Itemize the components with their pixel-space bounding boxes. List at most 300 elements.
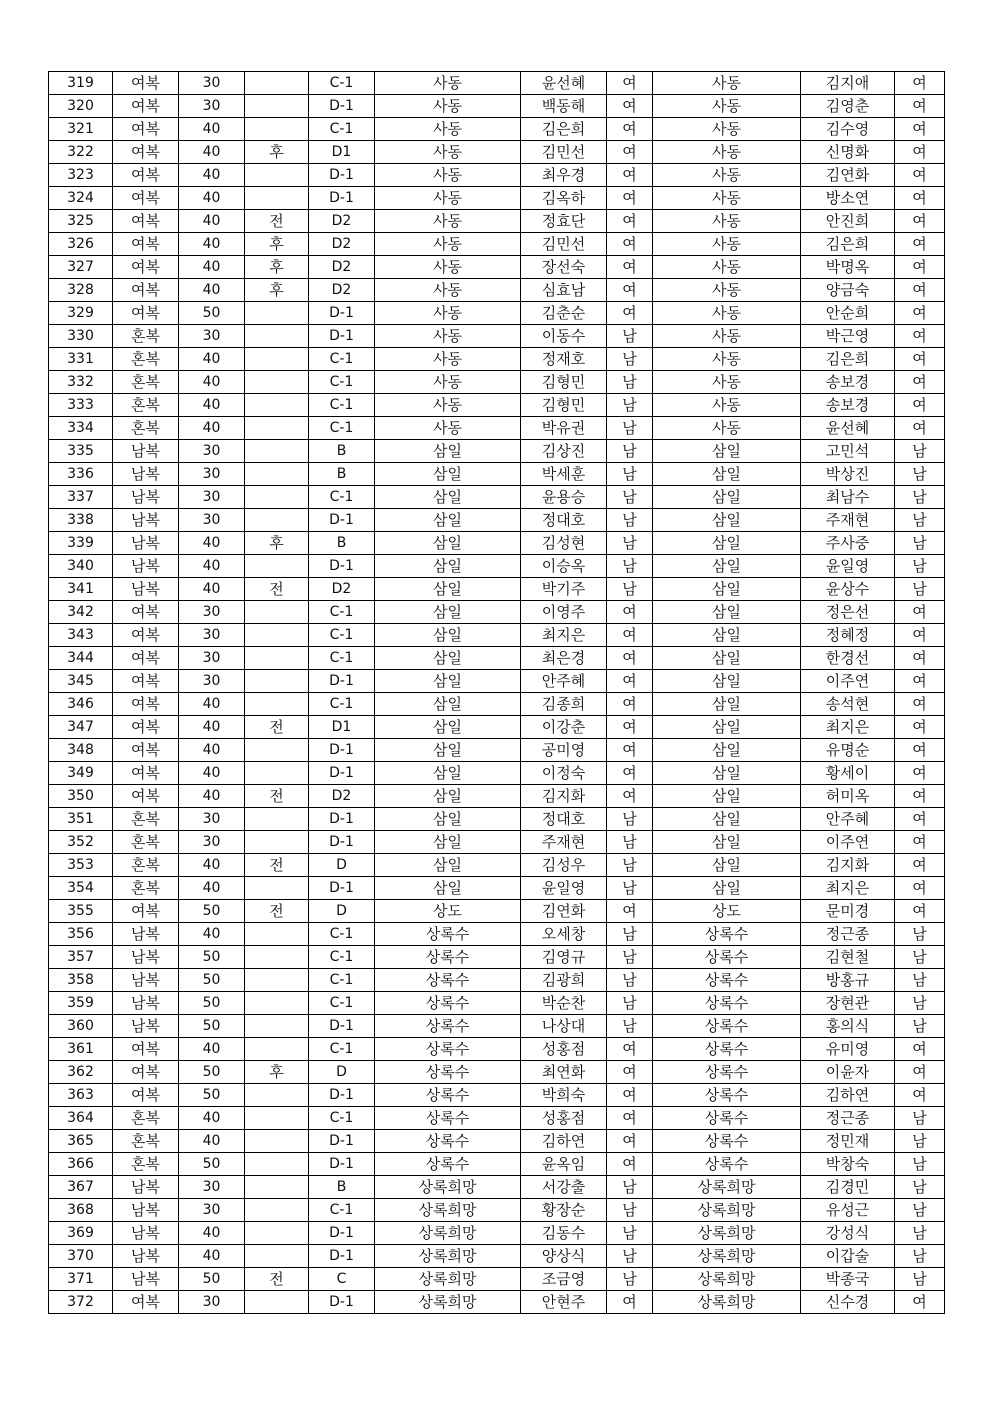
cell-gender-1: 남 xyxy=(607,1015,653,1038)
cell-age-group: 30 xyxy=(179,601,245,624)
cell-grade: D-1 xyxy=(309,877,375,900)
cell-age-group: 40 xyxy=(179,762,245,785)
cell-gender-2: 여 xyxy=(895,693,945,716)
cell-age-group: 40 xyxy=(179,1245,245,1268)
cell-player-1: 윤선혜 xyxy=(521,72,607,95)
cell-gender-2: 여 xyxy=(895,72,945,95)
cell-player-2: 송보경 xyxy=(801,394,895,417)
cell-club-2: 사동 xyxy=(653,164,801,187)
cell-gender-2: 남 xyxy=(895,1153,945,1176)
cell-age-group: 30 xyxy=(179,95,245,118)
cell-session xyxy=(245,1245,309,1268)
table-row xyxy=(49,670,945,693)
cell-age-group: 40 xyxy=(179,716,245,739)
cell-grade: B xyxy=(309,463,375,486)
cell-age-group: 50 xyxy=(179,1268,245,1291)
cell-gender-2: 남 xyxy=(895,1015,945,1038)
table-row xyxy=(49,969,945,992)
cell-event-type: 여복 xyxy=(113,739,179,762)
cell-session xyxy=(245,624,309,647)
cell-gender-2: 여 xyxy=(895,118,945,141)
cell-session xyxy=(245,394,309,417)
cell-event-type: 여복 xyxy=(113,647,179,670)
cell-gender-2: 여 xyxy=(895,647,945,670)
cell-gender-2: 여 xyxy=(895,785,945,808)
cell-event-type: 여복 xyxy=(113,279,179,302)
cell-club-2: 사동 xyxy=(653,325,801,348)
table-row xyxy=(49,1107,945,1130)
cell-gender-1: 남 xyxy=(607,486,653,509)
cell-event-type: 남복 xyxy=(113,1199,179,1222)
cell-club-1: 사동 xyxy=(375,394,521,417)
table-row xyxy=(49,1038,945,1061)
cell-club-2: 상록수 xyxy=(653,923,801,946)
cell-session: 후 xyxy=(245,1061,309,1084)
cell-row-number: 331 xyxy=(49,348,113,371)
cell-event-type: 여복 xyxy=(113,601,179,624)
cell-row-number: 334 xyxy=(49,417,113,440)
cell-gender-2: 여 xyxy=(895,187,945,210)
cell-player-1: 김형민 xyxy=(521,394,607,417)
cell-age-group: 40 xyxy=(179,348,245,371)
cell-player-1: 조금영 xyxy=(521,1268,607,1291)
cell-event-type: 여복 xyxy=(113,762,179,785)
cell-club-1: 상록수 xyxy=(375,992,521,1015)
cell-gender-2: 여 xyxy=(895,808,945,831)
cell-club-1: 상록희망 xyxy=(375,1245,521,1268)
cell-session xyxy=(245,601,309,624)
cell-row-number: 361 xyxy=(49,1038,113,1061)
cell-player-1: 최지은 xyxy=(521,624,607,647)
cell-gender-2: 남 xyxy=(895,440,945,463)
cell-row-number: 339 xyxy=(49,532,113,555)
cell-club-2: 상록수 xyxy=(653,1130,801,1153)
cell-gender-2: 남 xyxy=(895,532,945,555)
table-row xyxy=(49,371,945,394)
cell-club-2: 삼일 xyxy=(653,509,801,532)
cell-event-type: 남복 xyxy=(113,969,179,992)
cell-gender-1: 남 xyxy=(607,992,653,1015)
cell-grade: C-1 xyxy=(309,417,375,440)
cell-row-number: 348 xyxy=(49,739,113,762)
cell-row-number: 322 xyxy=(49,141,113,164)
cell-event-type: 여복 xyxy=(113,785,179,808)
cell-session xyxy=(245,808,309,831)
cell-club-1: 사동 xyxy=(375,348,521,371)
cell-club-2: 상록수 xyxy=(653,946,801,969)
cell-player-2: 문미경 xyxy=(801,900,895,923)
cell-player-2: 윤선혜 xyxy=(801,417,895,440)
cell-player-1: 나상대 xyxy=(521,1015,607,1038)
cell-club-2: 상록수 xyxy=(653,1153,801,1176)
cell-player-2: 유명순 xyxy=(801,739,895,762)
cell-club-2: 상록수 xyxy=(653,969,801,992)
cell-player-2: 한경선 xyxy=(801,647,895,670)
cell-event-type: 남복 xyxy=(113,486,179,509)
cell-grade: C-1 xyxy=(309,923,375,946)
cell-player-2: 정근종 xyxy=(801,1107,895,1130)
cell-player-1: 심효남 xyxy=(521,279,607,302)
cell-grade: C-1 xyxy=(309,72,375,95)
cell-club-1: 삼일 xyxy=(375,831,521,854)
cell-player-1: 최우경 xyxy=(521,164,607,187)
cell-grade: C-1 xyxy=(309,946,375,969)
cell-player-2: 이주연 xyxy=(801,670,895,693)
cell-age-group: 40 xyxy=(179,1222,245,1245)
cell-player-2: 송보경 xyxy=(801,371,895,394)
cell-session xyxy=(245,1222,309,1245)
table-row xyxy=(49,325,945,348)
cell-age-group: 40 xyxy=(179,210,245,233)
cell-row-number: 372 xyxy=(49,1291,113,1314)
cell-row-number: 349 xyxy=(49,762,113,785)
cell-gender-1: 남 xyxy=(607,463,653,486)
cell-gender-1: 여 xyxy=(607,1084,653,1107)
cell-gender-2: 남 xyxy=(895,463,945,486)
cell-gender-1: 여 xyxy=(607,187,653,210)
cell-player-1: 이정숙 xyxy=(521,762,607,785)
cell-grade: C-1 xyxy=(309,1038,375,1061)
cell-age-group: 40 xyxy=(179,256,245,279)
cell-row-number: 324 xyxy=(49,187,113,210)
cell-age-group: 50 xyxy=(179,900,245,923)
cell-gender-2: 남 xyxy=(895,1130,945,1153)
cell-club-1: 삼일 xyxy=(375,463,521,486)
cell-club-2: 삼일 xyxy=(653,716,801,739)
cell-gender-1: 여 xyxy=(607,1061,653,1084)
cell-age-group: 50 xyxy=(179,946,245,969)
cell-gender-1: 남 xyxy=(607,578,653,601)
cell-age-group: 40 xyxy=(179,187,245,210)
cell-gender-2: 여 xyxy=(895,762,945,785)
cell-gender-1: 여 xyxy=(607,762,653,785)
cell-player-2: 정은선 xyxy=(801,601,895,624)
cell-event-type: 혼복 xyxy=(113,854,179,877)
cell-row-number: 367 xyxy=(49,1176,113,1199)
cell-age-group: 40 xyxy=(179,555,245,578)
cell-player-1: 성홍점 xyxy=(521,1107,607,1130)
cell-age-group: 40 xyxy=(179,1107,245,1130)
cell-age-group: 50 xyxy=(179,1061,245,1084)
cell-row-number: 350 xyxy=(49,785,113,808)
cell-player-1: 김영규 xyxy=(521,946,607,969)
cell-event-type: 남복 xyxy=(113,440,179,463)
cell-gender-1: 여 xyxy=(607,624,653,647)
cell-club-1: 삼일 xyxy=(375,532,521,555)
cell-club-1: 사동 xyxy=(375,302,521,325)
cell-gender-1: 남 xyxy=(607,808,653,831)
cell-player-1: 성홍점 xyxy=(521,1038,607,1061)
cell-club-2: 상록수 xyxy=(653,1038,801,1061)
cell-age-group: 40 xyxy=(179,854,245,877)
cell-row-number: 342 xyxy=(49,601,113,624)
cell-row-number: 321 xyxy=(49,118,113,141)
cell-gender-2: 남 xyxy=(895,969,945,992)
cell-grade: D2 xyxy=(309,279,375,302)
cell-age-group: 40 xyxy=(179,164,245,187)
cell-club-1: 삼일 xyxy=(375,440,521,463)
cell-club-2: 삼일 xyxy=(653,647,801,670)
cell-grade: D-1 xyxy=(309,1084,375,1107)
cell-gender-2: 남 xyxy=(895,946,945,969)
cell-row-number: 327 xyxy=(49,256,113,279)
cell-gender-1: 여 xyxy=(607,118,653,141)
cell-grade: D-1 xyxy=(309,95,375,118)
cell-row-number: 325 xyxy=(49,210,113,233)
cell-session xyxy=(245,417,309,440)
cell-club-2: 삼일 xyxy=(653,463,801,486)
table-row xyxy=(49,463,945,486)
cell-row-number: 332 xyxy=(49,371,113,394)
cell-gender-2: 여 xyxy=(895,739,945,762)
table-row xyxy=(49,1130,945,1153)
cell-session: 후 xyxy=(245,256,309,279)
table-row xyxy=(49,348,945,371)
cell-gender-2: 여 xyxy=(895,670,945,693)
cell-age-group: 40 xyxy=(179,417,245,440)
cell-grade: D-1 xyxy=(309,1015,375,1038)
cell-club-2: 상도 xyxy=(653,900,801,923)
table-row xyxy=(49,785,945,808)
cell-club-1: 상록희망 xyxy=(375,1176,521,1199)
cell-player-1: 윤용승 xyxy=(521,486,607,509)
cell-row-number: 370 xyxy=(49,1245,113,1268)
cell-age-group: 30 xyxy=(179,647,245,670)
cell-event-type: 남복 xyxy=(113,992,179,1015)
cell-event-type: 남복 xyxy=(113,463,179,486)
cell-event-type: 여복 xyxy=(113,670,179,693)
cell-age-group: 40 xyxy=(179,877,245,900)
cell-event-type: 여복 xyxy=(113,716,179,739)
cell-grade: C-1 xyxy=(309,969,375,992)
cell-gender-1: 남 xyxy=(607,348,653,371)
cell-session xyxy=(245,187,309,210)
cell-player-1: 박유권 xyxy=(521,417,607,440)
cell-club-1: 사동 xyxy=(375,210,521,233)
cell-club-2: 상록희망 xyxy=(653,1222,801,1245)
cell-grade: C xyxy=(309,1268,375,1291)
cell-age-group: 30 xyxy=(179,831,245,854)
cell-gender-1: 여 xyxy=(607,693,653,716)
cell-row-number: 338 xyxy=(49,509,113,532)
cell-club-1: 삼일 xyxy=(375,854,521,877)
cell-event-type: 남복 xyxy=(113,1222,179,1245)
cell-session xyxy=(245,877,309,900)
cell-row-number: 335 xyxy=(49,440,113,463)
cell-session: 전 xyxy=(245,854,309,877)
cell-row-number: 344 xyxy=(49,647,113,670)
cell-gender-2: 여 xyxy=(895,279,945,302)
cell-gender-1: 남 xyxy=(607,854,653,877)
cell-club-2: 삼일 xyxy=(653,762,801,785)
cell-event-type: 남복 xyxy=(113,509,179,532)
cell-club-2: 사동 xyxy=(653,233,801,256)
cell-age-group: 50 xyxy=(179,1015,245,1038)
cell-grade: D1 xyxy=(309,141,375,164)
table-row xyxy=(49,486,945,509)
cell-event-type: 남복 xyxy=(113,1268,179,1291)
cell-player-2: 박종국 xyxy=(801,1268,895,1291)
cell-player-2: 허미옥 xyxy=(801,785,895,808)
cell-club-2: 사동 xyxy=(653,256,801,279)
cell-grade: D-1 xyxy=(309,762,375,785)
cell-club-1: 상록수 xyxy=(375,969,521,992)
cell-grade: C-1 xyxy=(309,624,375,647)
cell-grade: D1 xyxy=(309,716,375,739)
cell-session: 전 xyxy=(245,210,309,233)
cell-gender-2: 여 xyxy=(895,348,945,371)
cell-club-2: 상록수 xyxy=(653,1015,801,1038)
cell-age-group: 40 xyxy=(179,923,245,946)
cell-event-type: 여복 xyxy=(113,72,179,95)
cell-club-2: 사동 xyxy=(653,118,801,141)
cell-gender-1: 남 xyxy=(607,1222,653,1245)
cell-club-2: 사동 xyxy=(653,348,801,371)
cell-row-number: 345 xyxy=(49,670,113,693)
cell-player-2: 박창숙 xyxy=(801,1153,895,1176)
cell-row-number: 351 xyxy=(49,808,113,831)
cell-club-2: 상록수 xyxy=(653,1107,801,1130)
cell-player-1: 안주혜 xyxy=(521,670,607,693)
cell-player-2: 박명옥 xyxy=(801,256,895,279)
cell-session xyxy=(245,509,309,532)
cell-player-1: 윤옥임 xyxy=(521,1153,607,1176)
cell-gender-2: 남 xyxy=(895,1107,945,1130)
cell-row-number: 363 xyxy=(49,1084,113,1107)
cell-gender-1: 여 xyxy=(607,1130,653,1153)
cell-age-group: 50 xyxy=(179,1084,245,1107)
cell-club-1: 사동 xyxy=(375,371,521,394)
cell-grade: C-1 xyxy=(309,1199,375,1222)
cell-gender-2: 남 xyxy=(895,992,945,1015)
cell-player-2: 윤일영 xyxy=(801,555,895,578)
cell-club-1: 삼일 xyxy=(375,739,521,762)
cell-player-1: 정재호 xyxy=(521,348,607,371)
cell-row-number: 326 xyxy=(49,233,113,256)
cell-player-1: 이영주 xyxy=(521,601,607,624)
table-row xyxy=(49,946,945,969)
cell-row-number: 347 xyxy=(49,716,113,739)
cell-player-2: 장현관 xyxy=(801,992,895,1015)
cell-event-type: 혼복 xyxy=(113,1107,179,1130)
cell-club-2: 사동 xyxy=(653,371,801,394)
cell-event-type: 혼복 xyxy=(113,325,179,348)
cell-club-1: 사동 xyxy=(375,72,521,95)
cell-club-1: 사동 xyxy=(375,164,521,187)
cell-club-2: 사동 xyxy=(653,417,801,440)
table-row xyxy=(49,279,945,302)
cell-event-type: 여복 xyxy=(113,1038,179,1061)
cell-gender-1: 여 xyxy=(607,739,653,762)
cell-player-2: 황세이 xyxy=(801,762,895,785)
cell-gender-1: 여 xyxy=(607,900,653,923)
cell-gender-1: 여 xyxy=(607,1107,653,1130)
cell-gender-2: 여 xyxy=(895,877,945,900)
cell-player-2: 박근영 xyxy=(801,325,895,348)
cell-gender-2: 여 xyxy=(895,210,945,233)
table-row xyxy=(49,509,945,532)
cell-age-group: 50 xyxy=(179,969,245,992)
cell-player-2: 김지화 xyxy=(801,854,895,877)
cell-club-2: 상록희망 xyxy=(653,1268,801,1291)
cell-gender-1: 남 xyxy=(607,440,653,463)
cell-row-number: 368 xyxy=(49,1199,113,1222)
cell-row-number: 320 xyxy=(49,95,113,118)
cell-row-number: 336 xyxy=(49,463,113,486)
cell-club-2: 사동 xyxy=(653,187,801,210)
cell-gender-1: 여 xyxy=(607,1038,653,1061)
cell-club-1: 사동 xyxy=(375,187,521,210)
cell-player-1: 이승옥 xyxy=(521,555,607,578)
cell-age-group: 40 xyxy=(179,141,245,164)
cell-player-2: 신명화 xyxy=(801,141,895,164)
cell-session xyxy=(245,1130,309,1153)
cell-session xyxy=(245,923,309,946)
cell-gender-1: 남 xyxy=(607,877,653,900)
cell-grade: C-1 xyxy=(309,992,375,1015)
cell-event-type: 남복 xyxy=(113,1245,179,1268)
cell-gender-1: 여 xyxy=(607,256,653,279)
table-row xyxy=(49,923,945,946)
table-row xyxy=(49,210,945,233)
cell-grade: D-1 xyxy=(309,1291,375,1314)
cell-grade: D-1 xyxy=(309,1153,375,1176)
cell-club-2: 삼일 xyxy=(653,601,801,624)
cell-player-1: 김형민 xyxy=(521,371,607,394)
cell-grade: D-1 xyxy=(309,509,375,532)
cell-session xyxy=(245,348,309,371)
cell-player-2: 김은희 xyxy=(801,233,895,256)
cell-club-1: 상록수 xyxy=(375,1084,521,1107)
table-row xyxy=(49,992,945,1015)
cell-age-group: 40 xyxy=(179,532,245,555)
cell-club-1: 상록희망 xyxy=(375,1291,521,1314)
cell-grade: D-1 xyxy=(309,1222,375,1245)
table-row xyxy=(49,233,945,256)
cell-gender-2: 여 xyxy=(895,900,945,923)
cell-row-number: 354 xyxy=(49,877,113,900)
cell-player-2: 방소연 xyxy=(801,187,895,210)
cell-player-2: 이윤자 xyxy=(801,1061,895,1084)
cell-player-2: 주사중 xyxy=(801,532,895,555)
cell-club-1: 상록희망 xyxy=(375,1199,521,1222)
cell-club-1: 삼일 xyxy=(375,785,521,808)
cell-club-1: 사동 xyxy=(375,256,521,279)
cell-session xyxy=(245,1199,309,1222)
cell-grade: C-1 xyxy=(309,647,375,670)
cell-session: 전 xyxy=(245,785,309,808)
cell-session xyxy=(245,739,309,762)
cell-row-number: 369 xyxy=(49,1222,113,1245)
cell-player-2: 주재현 xyxy=(801,509,895,532)
cell-gender-2: 남 xyxy=(895,1245,945,1268)
cell-gender-1: 남 xyxy=(607,509,653,532)
cell-player-1: 김동수 xyxy=(521,1222,607,1245)
table-row xyxy=(49,72,945,95)
cell-player-1: 김광희 xyxy=(521,969,607,992)
cell-club-2: 상록희망 xyxy=(653,1176,801,1199)
cell-row-number: 362 xyxy=(49,1061,113,1084)
cell-grade: C-1 xyxy=(309,394,375,417)
cell-player-1: 김성현 xyxy=(521,532,607,555)
cell-row-number: 319 xyxy=(49,72,113,95)
cell-club-1: 사동 xyxy=(375,325,521,348)
cell-session xyxy=(245,992,309,1015)
cell-session: 전 xyxy=(245,900,309,923)
table-row xyxy=(49,440,945,463)
cell-event-type: 여복 xyxy=(113,164,179,187)
cell-player-2: 양금숙 xyxy=(801,279,895,302)
